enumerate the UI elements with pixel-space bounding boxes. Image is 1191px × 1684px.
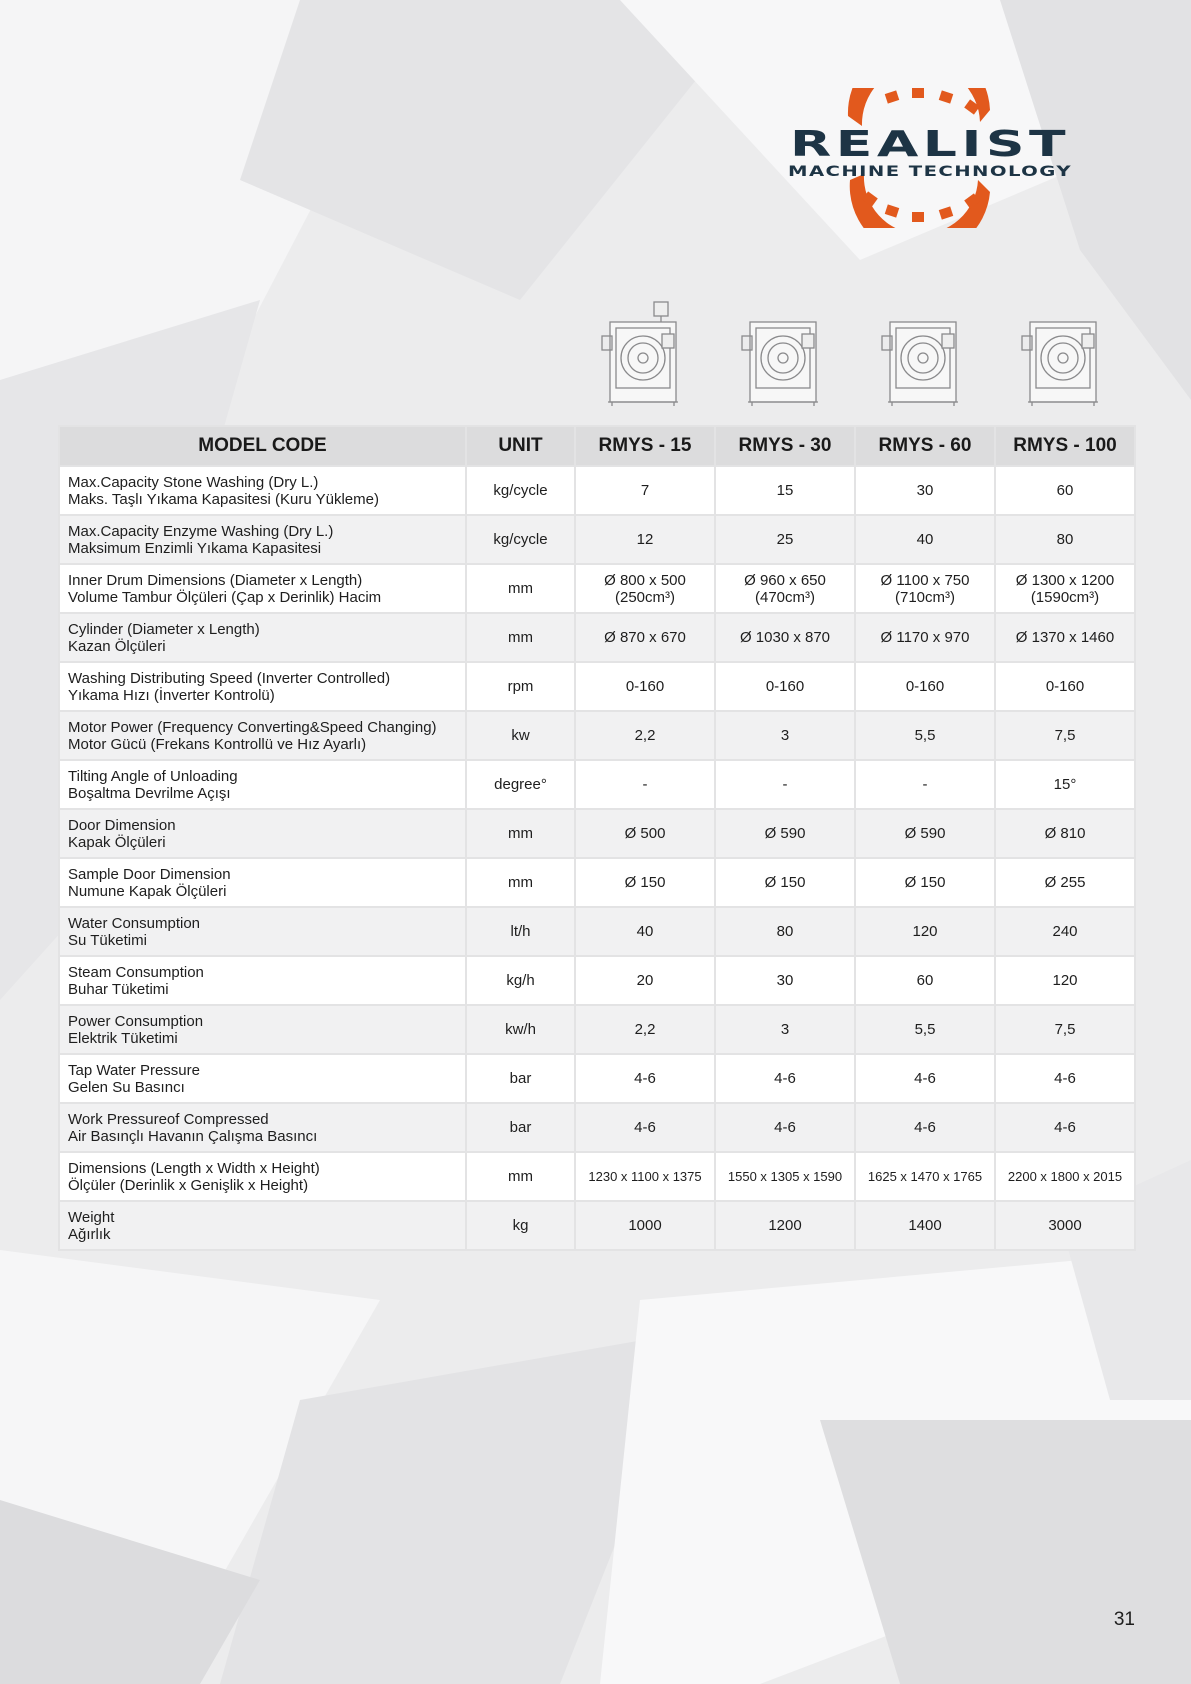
value-cell xyxy=(855,1103,995,1152)
value-cell xyxy=(855,662,995,711)
parameter-cell xyxy=(59,613,466,662)
table-row xyxy=(59,711,1135,760)
value-cell xyxy=(995,809,1135,858)
value-volume-text: (470cm³) xyxy=(754,588,815,606)
unit-cell: kg/h xyxy=(466,956,575,1005)
parameter-name-tr: Volume Tambur Ölçüleri (Çap x Derinlik) Hacim xyxy=(68,588,382,606)
value-text: 1625 x 1470 x 1765 xyxy=(867,1169,983,1184)
value-cell xyxy=(715,466,855,515)
value-cell xyxy=(575,1103,715,1152)
washing-machine-icon xyxy=(878,300,968,408)
value-text: 60 xyxy=(1056,482,1074,499)
table-row xyxy=(59,466,1135,515)
value-text: Ø 1030 x 870 xyxy=(739,629,831,646)
value-cell xyxy=(855,711,995,760)
value-cell xyxy=(995,1103,1135,1152)
value-text: 1550 x 1305 x 1590 xyxy=(727,1169,843,1184)
value-cell xyxy=(715,809,855,858)
value-cell xyxy=(715,858,855,907)
value-cell xyxy=(575,1005,715,1054)
value-cell xyxy=(995,956,1135,1005)
value-cell xyxy=(575,1054,715,1103)
parameter-name-tr: Kapak Ölçüleri xyxy=(68,833,166,851)
unit-cell: mm xyxy=(466,858,575,907)
parameter-cell xyxy=(59,1201,466,1250)
value-cell xyxy=(855,1054,995,1103)
value-text: 15 xyxy=(776,482,794,499)
parameter-name-tr: Gelen Su Basıncı xyxy=(68,1078,185,1096)
header-model-code: MODEL CODE xyxy=(59,426,466,466)
header-rmys-100: RMYS - 100 xyxy=(995,426,1135,466)
header-rmys-30: RMYS - 30 xyxy=(715,426,855,466)
value-text: 2200 x 1800 x 2015 xyxy=(1007,1169,1123,1184)
parameter-name-en: Weight xyxy=(68,1208,115,1226)
parameter-name-en: Max.Capacity Stone Washing (Dry L.) xyxy=(68,473,319,491)
machine-illustrations xyxy=(0,300,1191,410)
value-text: Ø 500 xyxy=(624,825,666,842)
value-cell xyxy=(715,711,855,760)
parameter-name-en: Steam Consumption xyxy=(68,963,204,981)
specification-table xyxy=(58,425,1136,1251)
value-text: 80 xyxy=(1056,531,1074,548)
unit-cell: mm xyxy=(466,564,575,613)
value-text: 3 xyxy=(780,1021,790,1038)
value-text: 15° xyxy=(1053,776,1077,793)
value-text: 0-160 xyxy=(905,678,945,695)
unit-cell: mm xyxy=(466,809,575,858)
value-text: Ø 810 xyxy=(1044,825,1086,842)
parameter-cell xyxy=(59,662,466,711)
value-cell xyxy=(855,809,995,858)
parameter-name-en: Dimensions (Length x Width x Height) xyxy=(68,1159,320,1177)
parameter-name-tr: Elektrik Tüketimi xyxy=(68,1029,178,1047)
parameter-cell xyxy=(59,515,466,564)
table-row xyxy=(59,1201,1135,1250)
value-cell xyxy=(575,1201,715,1250)
value-text: 4-6 xyxy=(1054,1119,1076,1136)
value-text: 4-6 xyxy=(634,1119,656,1136)
value-text: 5,5 xyxy=(914,1021,936,1038)
parameter-cell xyxy=(59,907,466,956)
value-text: 4-6 xyxy=(774,1070,796,1087)
realist-logo xyxy=(780,88,1080,228)
value-text: 5,5 xyxy=(914,727,936,744)
value-cell xyxy=(715,515,855,564)
value-text: 40 xyxy=(636,923,654,940)
unit-cell: mm xyxy=(466,1152,575,1201)
parameter-name-en: Tap Water Pressure xyxy=(68,1061,200,1079)
parameter-name-tr: Kazan Ölçüleri xyxy=(68,637,166,655)
parameter-cell xyxy=(59,858,466,907)
value-text: 7,5 xyxy=(1054,1021,1076,1038)
value-cell xyxy=(575,760,715,809)
parameter-name-en: Max.Capacity Enzyme Washing (Dry L.) xyxy=(68,522,334,540)
washing-machine-icon xyxy=(738,300,828,408)
value-text: 1230 x 1100 x 1375 xyxy=(588,1169,702,1184)
parameter-cell xyxy=(59,809,466,858)
header-rmys-15: RMYS - 15 xyxy=(575,426,715,466)
table-header-row xyxy=(59,426,1135,466)
parameter-name-en: Door Dimension xyxy=(68,816,176,834)
value-cell xyxy=(855,466,995,515)
value-text: 40 xyxy=(916,531,934,548)
value-cell xyxy=(715,760,855,809)
value-cell xyxy=(575,956,715,1005)
value-text: 12 xyxy=(636,531,654,548)
parameter-name-en: Inner Drum Dimensions (Diameter x Length) xyxy=(68,571,363,589)
value-cell xyxy=(575,858,715,907)
table-row xyxy=(59,809,1135,858)
parameter-name-en: Tilting Angle of Unloading xyxy=(68,767,238,785)
value-text: Ø 150 xyxy=(624,874,666,891)
value-cell xyxy=(855,907,995,956)
value-cell xyxy=(715,564,855,613)
value-cell xyxy=(715,1005,855,1054)
value-cell xyxy=(995,466,1135,515)
parameter-name-tr: Air Basınçlı Havanın Çalışma Basıncı xyxy=(68,1127,318,1145)
unit-cell: kg xyxy=(466,1201,575,1250)
parameter-cell xyxy=(59,1005,466,1054)
table-row xyxy=(59,760,1135,809)
value-cell xyxy=(995,1054,1135,1103)
value-text: 2,2 xyxy=(634,1021,656,1038)
value-text: Ø 1370 x 1460 xyxy=(1015,629,1115,646)
value-text: 1200 xyxy=(768,1217,802,1234)
value-text: - xyxy=(642,776,648,793)
parameter-cell xyxy=(59,1054,466,1103)
value-text: 0-160 xyxy=(765,678,805,695)
unit-cell: rpm xyxy=(466,662,575,711)
value-text: Ø 960 x 650 xyxy=(744,571,826,589)
parameter-name-en: Washing Distributing Speed (Inverter Controlled) xyxy=(68,669,391,687)
value-volume-text: (1590cm³) xyxy=(1030,588,1100,606)
unit-cell: bar xyxy=(466,1103,575,1152)
value-cell xyxy=(995,515,1135,564)
value-text: Ø 590 xyxy=(904,825,946,842)
value-cell xyxy=(855,956,995,1005)
value-cell xyxy=(995,711,1135,760)
table-row xyxy=(59,858,1135,907)
parameter-name-en: Cylinder (Diameter x Length) xyxy=(68,620,260,638)
value-cell xyxy=(715,1201,855,1250)
header-unit: UNIT xyxy=(466,426,575,466)
value-text: 0-160 xyxy=(1045,678,1085,695)
table-row xyxy=(59,1103,1135,1152)
value-text: Ø 1300 x 1200 xyxy=(1015,571,1115,589)
value-cell xyxy=(995,907,1135,956)
washing-machine-icon xyxy=(1018,300,1108,408)
value-text: Ø 1100 x 750 xyxy=(880,571,970,589)
value-cell xyxy=(855,564,995,613)
value-cell xyxy=(855,613,995,662)
value-cell xyxy=(995,1201,1135,1250)
parameter-name-tr: Maksimum Enzimli Yıkama Kapasitesi xyxy=(68,539,322,557)
value-volume-text: (250cm³) xyxy=(614,588,675,606)
value-volume-text: (710cm³) xyxy=(894,588,955,606)
table-row xyxy=(59,662,1135,711)
washing-machine-icon xyxy=(598,300,688,408)
value-text: Ø 590 xyxy=(764,825,806,842)
value-text: 7,5 xyxy=(1054,727,1076,744)
value-cell xyxy=(715,1103,855,1152)
table-row xyxy=(59,1005,1135,1054)
value-text: 4-6 xyxy=(774,1119,796,1136)
value-text: 20 xyxy=(636,972,654,989)
unit-cell: kg/cycle xyxy=(466,466,575,515)
value-cell xyxy=(995,1152,1135,1201)
value-text: 80 xyxy=(776,923,794,940)
value-text: - xyxy=(782,776,788,793)
value-cell xyxy=(715,956,855,1005)
value-cell xyxy=(715,1152,855,1201)
brand-tagline: MACHINE TECHNOLOGY xyxy=(788,164,1072,180)
value-cell xyxy=(855,1201,995,1250)
value-cell xyxy=(575,515,715,564)
value-cell xyxy=(715,907,855,956)
parameter-cell xyxy=(59,760,466,809)
parameter-name-tr: Numune Kapak Ölçüleri xyxy=(68,882,227,900)
table-row xyxy=(59,515,1135,564)
value-text: 30 xyxy=(776,972,794,989)
value-cell xyxy=(855,1152,995,1201)
value-text: 60 xyxy=(916,972,934,989)
value-text: 30 xyxy=(916,482,934,499)
parameter-cell xyxy=(59,466,466,515)
table-row xyxy=(59,907,1135,956)
value-text: 4-6 xyxy=(1054,1070,1076,1087)
table-row xyxy=(59,1054,1135,1103)
value-cell xyxy=(575,711,715,760)
parameter-name-tr: Buhar Tüketimi xyxy=(68,980,169,998)
value-cell xyxy=(995,858,1135,907)
header-rmys-60: RMYS - 60 xyxy=(855,426,995,466)
value-cell xyxy=(855,1005,995,1054)
value-cell xyxy=(575,466,715,515)
unit-cell: degree° xyxy=(466,760,575,809)
unit-cell: kw/h xyxy=(466,1005,575,1054)
unit-cell: mm xyxy=(466,613,575,662)
table-row xyxy=(59,613,1135,662)
value-text: 240 xyxy=(1052,923,1078,940)
value-cell xyxy=(995,662,1135,711)
value-cell xyxy=(575,809,715,858)
unit-cell: kg/cycle xyxy=(466,515,575,564)
parameter-name-en: Motor Power (Frequency Converting&Speed Changing) xyxy=(68,718,437,736)
value-cell xyxy=(575,907,715,956)
value-text: Ø 1170 x 970 xyxy=(880,629,970,646)
unit-cell: bar xyxy=(466,1054,575,1103)
value-text: 1000 xyxy=(628,1217,662,1234)
value-text: 4-6 xyxy=(914,1070,936,1087)
table-row xyxy=(59,1152,1135,1201)
value-text: 2,2 xyxy=(634,727,656,744)
parameter-name-en: Water Consumption xyxy=(68,914,200,932)
value-text: 1400 xyxy=(908,1217,942,1234)
value-text: 7 xyxy=(640,482,650,499)
parameter-cell xyxy=(59,1103,466,1152)
parameter-name-en: Work Pressureof Compressed xyxy=(68,1110,269,1128)
parameter-name-en: Power Consumption xyxy=(68,1012,204,1030)
value-cell xyxy=(575,1152,715,1201)
value-text: Ø 255 xyxy=(1044,874,1086,891)
value-cell xyxy=(855,515,995,564)
table-row xyxy=(59,956,1135,1005)
value-text: 4-6 xyxy=(914,1119,936,1136)
brand-name: REALIST xyxy=(790,124,1070,165)
parameter-name-tr: Motor Gücü (Frekans Kontrollü ve Hız Ayarlı) xyxy=(68,735,367,753)
value-cell xyxy=(995,564,1135,613)
value-cell xyxy=(575,613,715,662)
parameter-name-tr: Ağırlık xyxy=(68,1225,111,1243)
parameter-cell xyxy=(59,564,466,613)
parameter-name-tr: Maks. Taşlı Yıkama Kapasitesi (Kuru Yükleme) xyxy=(68,490,379,508)
parameter-name-tr: Su Tüketimi xyxy=(68,931,147,949)
unit-cell: lt/h xyxy=(466,907,575,956)
value-text: Ø 150 xyxy=(764,874,806,891)
value-cell xyxy=(575,564,715,613)
parameter-name-tr: Boşaltma Devrilme Açışı xyxy=(68,784,231,802)
value-cell xyxy=(855,858,995,907)
value-text: 3 xyxy=(780,727,790,744)
value-cell xyxy=(855,760,995,809)
value-cell xyxy=(715,662,855,711)
parameter-name-en: Sample Door Dimension xyxy=(68,865,231,883)
parameter-cell xyxy=(59,1152,466,1201)
value-cell xyxy=(995,1005,1135,1054)
value-cell xyxy=(715,1054,855,1103)
value-cell xyxy=(995,613,1135,662)
page-number: 31 xyxy=(1113,1609,1135,1630)
value-text: 0-160 xyxy=(625,678,665,695)
value-cell xyxy=(995,760,1135,809)
value-text: - xyxy=(922,776,928,793)
parameter-cell xyxy=(59,956,466,1005)
value-text: Ø 870 x 670 xyxy=(604,629,686,646)
parameter-name-tr: Yıkama Hızı (İnverter Kontrolü) xyxy=(68,686,275,704)
value-text: 3000 xyxy=(1048,1217,1082,1234)
parameter-name-tr: Ölçüler (Derinlik x Genişlik x Height) xyxy=(68,1176,309,1194)
value-text: Ø 800 x 500 xyxy=(604,571,686,589)
value-text: 120 xyxy=(1052,972,1078,989)
table-row xyxy=(59,564,1135,613)
unit-cell: kw xyxy=(466,711,575,760)
value-text: Ø 150 xyxy=(904,874,946,891)
value-text: 120 xyxy=(912,923,938,940)
parameter-cell xyxy=(59,711,466,760)
value-text: 4-6 xyxy=(634,1070,656,1087)
value-cell xyxy=(715,613,855,662)
value-cell xyxy=(575,662,715,711)
value-text: 25 xyxy=(776,531,794,548)
